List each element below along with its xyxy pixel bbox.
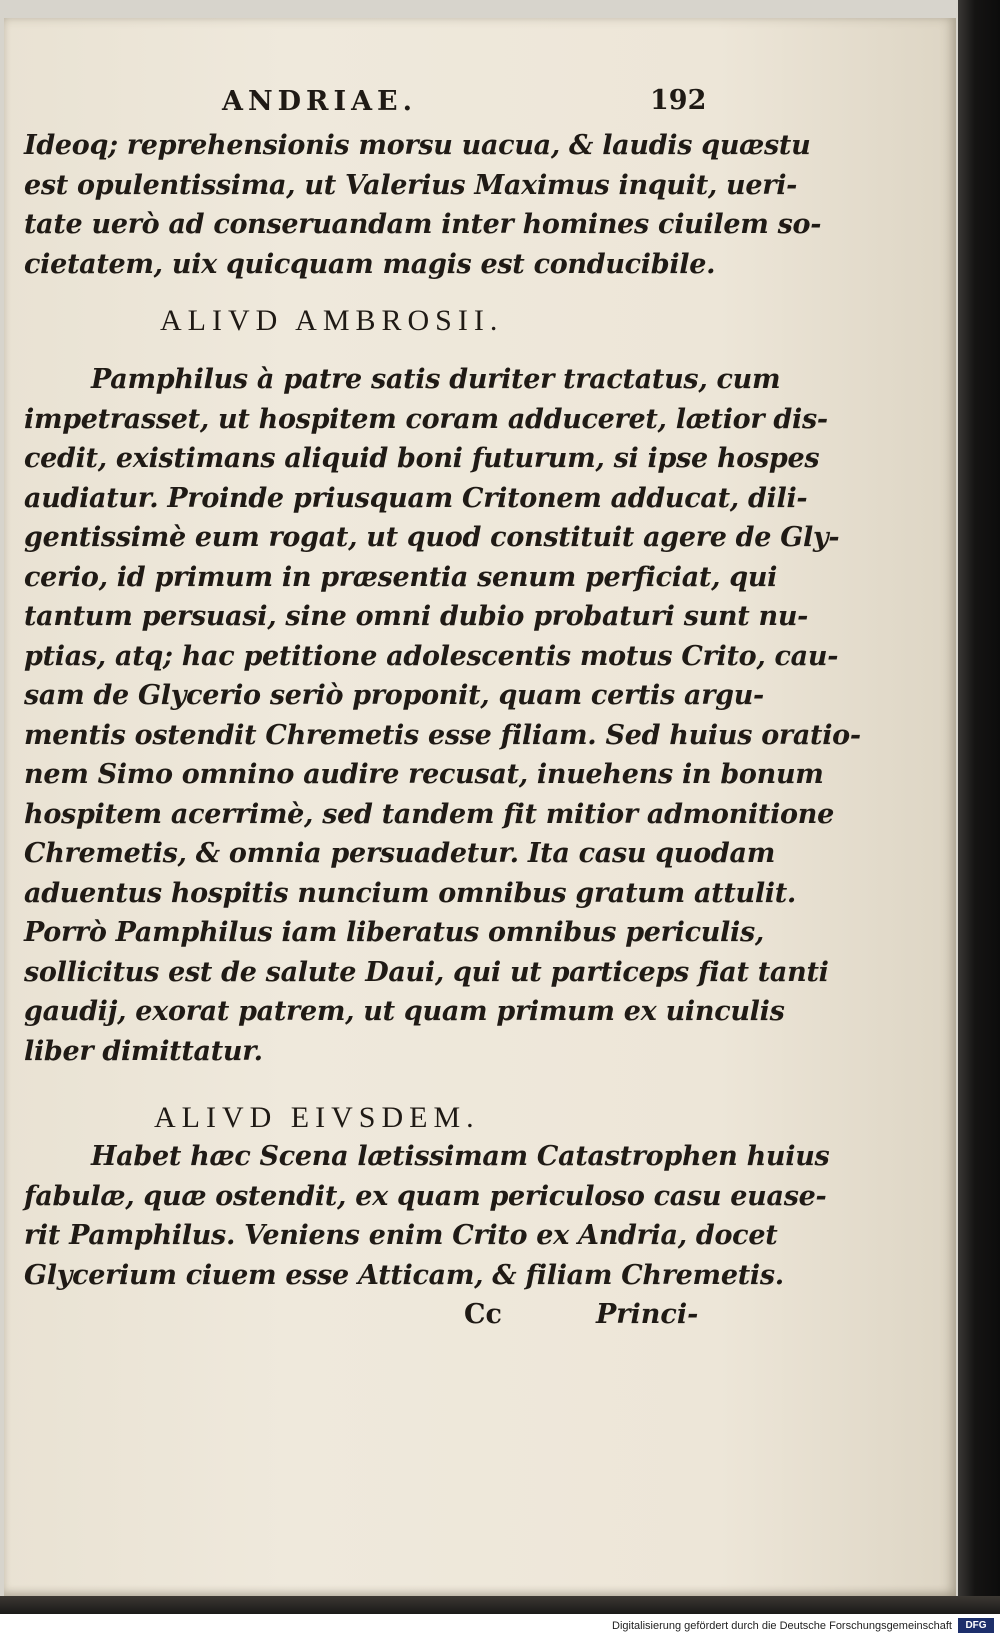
dfg-logo: DFG [958,1618,994,1633]
scan-bottom-edge [0,1596,1000,1614]
text-line: gentissimè eum rogat, ut quod constituit agere de Gly- [24,522,840,553]
funding-credit: Digitalisierung gefördert durch die Deutsche Forschungsgemeinschaft [612,1620,952,1632]
text-line: cerio, id primum in præsentia senum perficiat, qui [24,561,778,593]
text-line: fabulæ, quæ ostendit, ex quam periculoso casu euase- [24,1180,827,1212]
text-line: tate uerò ad conseruandam inter homines ciuilem so- [24,209,822,240]
text-line: cietatem, uix quicquam magis est conducibile. [24,248,716,280]
text-line: impetrasset, ut hospitem coram adduceret, lætior dis- [24,403,828,435]
opening-paragraph [24,126,822,284]
text-line: Porrò Pamphilus iam liberatus omnibus periculis, [24,917,764,948]
text-line: Glycerium ciuem esse Atticam, & filiam Chremetis. [24,1259,784,1291]
text-line: mentis ostendit Chremetis esse filiam. Sed huius oratio- [24,719,861,751]
text-line: rit Pamphilus. Veniens enim Crito ex Andria, docet [24,1220,778,1251]
book-fore-edge [958,0,1000,1614]
text-line: Pamphilus à patre satis duriter tractatus, cum [91,364,781,395]
catchline [24,1295,714,1335]
text-line: Habet hæc Scena lætissimam Catastrophen huius [91,1141,830,1172]
text-line: nem Simo omnino audire recusat, inuehens in bonum [24,759,824,790]
text-line: audiatur. Proinde priusquam Critonem adducat, dili- [24,482,808,514]
text-line: ptias, atq; hac petitione adolescentis motus Crito, cau- [24,640,839,672]
text-line: est opulentissima, ut Valerius Maximus inquit, ueri- [24,169,798,201]
text-line: cedit, existimans aliquid boni futurum, si ipse hospes [24,443,820,474]
running-head [24,86,714,126]
text-line: tantum persuasi, sine omni dubio probaturi sunt nu- [24,601,809,632]
text-line: Chremetis, & omnia persuadetur. Ita casu quodam [24,838,775,869]
text-line: aduentus hospitis nuncium omnibus gratum attulit. [24,877,797,909]
catchword: Princi- [596,1299,699,1330]
text-line: sam de Glycerio seriò proponit, quam certis argu- [24,680,764,711]
footer [0,1614,1000,1639]
ambrosii-paragraph [24,360,861,1071]
page-number: 192 [650,85,707,116]
text-line: liber dimittatur. [24,1035,263,1067]
eiusdem-paragraph [24,1137,830,1295]
text-line: Ideoq; reprehensionis morsu uacua, & laudis quæstu [24,130,811,161]
section-heading-eiusdem: ALIVD EIVSDEM. [154,1101,480,1134]
text-line: hospitem acerrimè, sed tandem fit mitior admonitione [24,798,834,830]
running-title: ANDRIAE. [222,86,418,117]
text-line: sollicitus est de salute Daui, qui ut particeps fiat tanti [24,956,829,988]
signature-mark: Cc [464,1299,502,1330]
section-heading-ambrosii: ALIVD AMBROSII. [160,304,504,337]
text-line: gaudij, exorat patrem, ut quam primum ex uinculis [24,996,785,1027]
page-text [24,85,861,1335]
